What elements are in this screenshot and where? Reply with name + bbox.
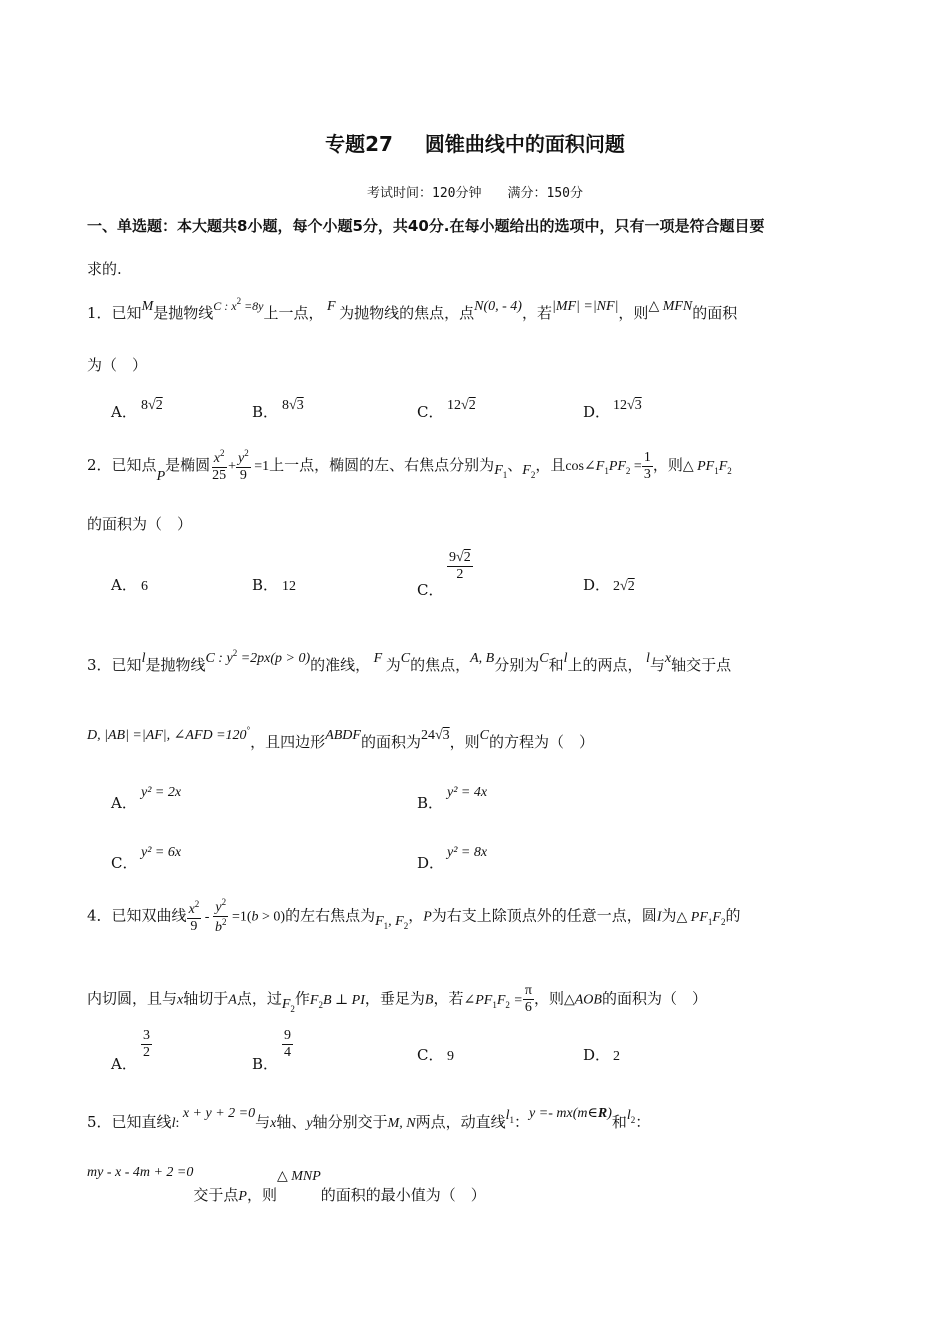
math: △ MFN [648, 299, 693, 314]
math: l [563, 651, 568, 666]
option-c[interactable] [417, 1044, 454, 1065]
question-number: 3． [87, 656, 112, 674]
math: $l_1$ [505, 1108, 515, 1125]
option-c[interactable] [111, 845, 181, 873]
q-text: 是抛物线 [153, 304, 214, 322]
option-value: 6 [141, 579, 148, 594]
q-text: ，则 [246, 1186, 277, 1204]
question-4-line1: 4．已知双曲线 $\frac{x^2}{9}$ - $\frac{y^2}{b^2}$ =1(b > 0)的左右焦点为$F_1$, $F_2$，P为右支上除顶点外的任意一点，圆I为△ $PF_1F_2$的 [87, 897, 741, 936]
option-label: B． [417, 794, 444, 812]
option-value: 8√2 [141, 398, 163, 413]
option-value: 12√2 [447, 398, 476, 413]
math: $\angle PF_1F_2$ = [463, 992, 523, 1010]
math: my - x - 4m + 2 =0 [87, 1165, 194, 1180]
q-text: 的面积为（ ） [601, 989, 707, 1008]
q-text: 的左右焦点为 [285, 906, 376, 925]
q-text: ，且四边形 [250, 733, 326, 751]
option-value: 12√3 [613, 398, 642, 413]
math: $F_1$ [494, 463, 508, 481]
option-d[interactable] [583, 1044, 620, 1065]
math: D, |AB| =|AF|, ∠AFD =120° [87, 725, 251, 743]
q-text: 已知直线 [111, 1113, 172, 1131]
q-text: 的方程为（ ） [489, 733, 595, 751]
title-name: 圆锥曲线中的面积问题 [424, 132, 625, 156]
option-value: 8√3 [282, 398, 304, 413]
option-b[interactable] [252, 398, 304, 422]
q-text: 上一点， [263, 304, 324, 322]
q-text: 的 [725, 906, 741, 925]
option-a[interactable] [111, 785, 181, 813]
math: C : x2 =8y [213, 296, 264, 313]
q-text: ： [635, 1113, 651, 1131]
q-text: 轴、 [276, 1113, 307, 1131]
option-value: y² = 6x [141, 845, 182, 860]
option-c[interactable] [417, 398, 476, 422]
math: $\frac{\pi}{6}$ [524, 983, 532, 1016]
question-number: 2． [87, 456, 112, 475]
q-text: 上一点，椭圆的左、右焦点分别为 [269, 456, 495, 475]
math: C [400, 651, 411, 666]
question-1-line2: 为（ ） [87, 356, 148, 374]
option-label: B． [252, 1054, 279, 1073]
math: P [423, 909, 432, 925]
q-text: 和 [548, 656, 564, 674]
option-label: A． [111, 1054, 137, 1073]
option-d[interactable] [417, 845, 487, 873]
option-label: D． [583, 576, 611, 594]
q-text: 的面积的最小值为（ ） [320, 1186, 486, 1204]
option-value: y² = 8x [447, 845, 488, 860]
math: P [238, 1189, 247, 1204]
question-4-line2 [87, 983, 707, 1016]
math: M, N [387, 1116, 416, 1131]
q-text: 与 [649, 656, 665, 674]
option-value: y² = 2x [141, 785, 182, 800]
option-label: C． [417, 1046, 444, 1064]
math: ABDF [325, 728, 361, 743]
option-value: $\frac{9√2}{2}$ [449, 550, 471, 583]
q-text: 为 [385, 656, 401, 674]
option-a[interactable] [111, 398, 163, 422]
math: x [270, 1116, 277, 1131]
q-text: 分别为 [494, 656, 540, 674]
q-text: ， [408, 906, 424, 925]
option-label: A． [111, 576, 137, 594]
q-text: 内切圆，且与 [87, 989, 178, 1008]
q-text: 点，过 [236, 989, 282, 1008]
math: $F_2$ [281, 996, 295, 1014]
math: |MF| =|NF| [551, 299, 619, 314]
option-d[interactable] [583, 398, 642, 422]
math: l [642, 651, 650, 666]
math: $F_2B$ ⊥ PI [309, 992, 365, 1010]
question-3-line2 [87, 725, 594, 752]
q-text: 、 [507, 456, 523, 475]
q-text: ，则 [533, 989, 564, 1008]
section-heading-line2: 求的. [87, 260, 122, 278]
math: C [539, 651, 549, 666]
q-text: 与 [255, 1113, 271, 1131]
q-text: 两点，动直线 [415, 1113, 506, 1131]
math: △ $PF_1F_2$ [682, 459, 732, 477]
q-text: 的准线， [310, 656, 371, 674]
option-value: $\frac{9}{4}$ [284, 1028, 291, 1061]
question-1-line1 [87, 296, 737, 323]
math: △ MNP [276, 1169, 321, 1184]
q-text: 轴交于点 [671, 656, 732, 674]
question-number: 4． [87, 906, 112, 925]
option-b[interactable] [252, 574, 296, 595]
option-value: 2 [613, 1049, 620, 1064]
option-value: 2√2 [613, 579, 635, 594]
option-label: C． [111, 854, 138, 872]
q-text: ，垂足为 [364, 989, 425, 1008]
math: x [177, 992, 184, 1008]
option-a[interactable] [111, 574, 148, 595]
option-label: D． [417, 854, 445, 872]
q-text: ，若 [521, 304, 552, 322]
math: l [171, 1116, 176, 1131]
q-text: 交于点 [193, 1186, 239, 1204]
option-label: C． [417, 403, 444, 421]
q-text: 作 [294, 989, 310, 1008]
q-text: 和 [611, 1113, 627, 1131]
option-c[interactable] [417, 550, 473, 600]
q-text: ： [514, 1113, 530, 1131]
q-text: 的焦点， [410, 656, 471, 674]
q-text: 为抛物线的焦点，点 [339, 304, 475, 322]
math: F [370, 651, 386, 666]
section-heading-line1: 一、单选题：本大题共8小题，每个小题5分，共40分.在每小题给出的选项中，只有一项是符合题目要 [87, 217, 765, 235]
option-label: D． [583, 403, 611, 421]
option-b[interactable] [417, 785, 487, 813]
option-value: 12 [282, 579, 296, 594]
q-text: 已知 [111, 304, 142, 322]
option-d[interactable] [583, 574, 635, 595]
q-text: ，则 [449, 733, 480, 751]
math: C [479, 728, 490, 743]
math: $\frac{y^2}{9}$ [238, 448, 249, 484]
q-text: 已知双曲线 [111, 906, 187, 925]
math: C : $y^2 =2px(p > 0)$ [205, 648, 311, 666]
option-label: A． [111, 403, 137, 421]
option-label: A． [111, 794, 137, 812]
title-label: 专题27 [325, 132, 393, 156]
math: $\frac{1}{3}$ [643, 449, 651, 482]
math: x + y + 2 =0 [179, 1106, 256, 1121]
question-3-line1 [87, 648, 731, 675]
exam-score: 满分：150分 [507, 186, 583, 201]
q-text: ，则 [618, 304, 649, 322]
math: $\frac{y^2}{b^2}$ [214, 897, 227, 936]
math: I [656, 909, 662, 925]
option-a[interactable] [111, 1028, 152, 1074]
option-label: D． [583, 1046, 611, 1064]
math: B [424, 992, 434, 1008]
math: △AOB [563, 992, 602, 1008]
q-text: 的面积 [692, 304, 738, 322]
q-text: 已知点 [111, 456, 157, 475]
q-text: 是椭圆 [165, 456, 211, 475]
math: △ $PF_1F_2$ [676, 909, 726, 927]
q-text: 为 [661, 906, 677, 925]
math: $l_2$ [626, 1108, 636, 1125]
question-number: 1． [87, 304, 112, 322]
question-5-line1: 5．已知直线l: x + y + 2 =0与x轴、y轴分别交于M, N两点，动直线$l_1$：y =- mx(m∈R)和$l_2$： [87, 1106, 651, 1131]
exam-info [0, 182, 950, 201]
option-label: B． [252, 403, 279, 421]
math: N(0, - 4) [474, 299, 522, 314]
math: $\frac{x^2}{25}$ [212, 448, 227, 484]
math: A, B [470, 651, 495, 666]
math: 24√3 [420, 728, 450, 743]
math: $F_1$, $F_2$ [375, 913, 409, 931]
question-2-line1: 2．已知点P是椭圆 $\frac{x^2}{25}$ + $\frac{y^2}{9}$ =1上一点，椭圆的左、右焦点分别为$F_1$、$F_2$，且$\cos\angle F_1PF_2$ = $\frac{1}{3}$ ，则△ $PF_1F_2$ [87, 448, 732, 485]
option-label: C． [417, 580, 444, 599]
q-text: ，若 [433, 989, 464, 1008]
math: $\frac{x^2}{9}$ [188, 898, 200, 934]
q-text: 是抛物线 [145, 656, 206, 674]
option-label: B． [252, 576, 279, 594]
q-text: 的面积为 [360, 733, 421, 751]
q-text: 已知 [111, 656, 142, 674]
math: P [156, 469, 166, 485]
math: M [141, 299, 154, 314]
math: A [228, 992, 237, 1008]
math: $F_2$ [522, 463, 536, 481]
q-text: 轴切于 [183, 989, 229, 1008]
exam-time: 考试时间：120分钟 [367, 186, 482, 201]
page-title [0, 128, 950, 157]
math: F [323, 299, 340, 314]
option-value: 9 [447, 1049, 454, 1064]
q-text: ，则 [652, 456, 683, 475]
q-text: 轴分别交于 [312, 1113, 388, 1131]
option-value: $\frac{3}{2}$ [143, 1028, 150, 1061]
q-text: 上的两点， [567, 656, 643, 674]
math: l [141, 651, 146, 666]
math: $\cos\angle F_1PF_2$ = [565, 459, 642, 477]
math: y =- mx(m∈R) [529, 1106, 612, 1121]
q-text: 为右支上除顶点外的任意一点，圆 [431, 906, 657, 925]
question-number: 5． [87, 1113, 112, 1131]
question-2-line2: 的面积为（ ） [87, 515, 193, 533]
math: x [664, 651, 672, 666]
q-text: ，且 [535, 456, 566, 475]
option-b[interactable] [252, 1028, 293, 1074]
question-5-line2 [87, 1165, 486, 1205]
option-value: y² = 4x [447, 785, 488, 800]
math: y [306, 1116, 313, 1131]
